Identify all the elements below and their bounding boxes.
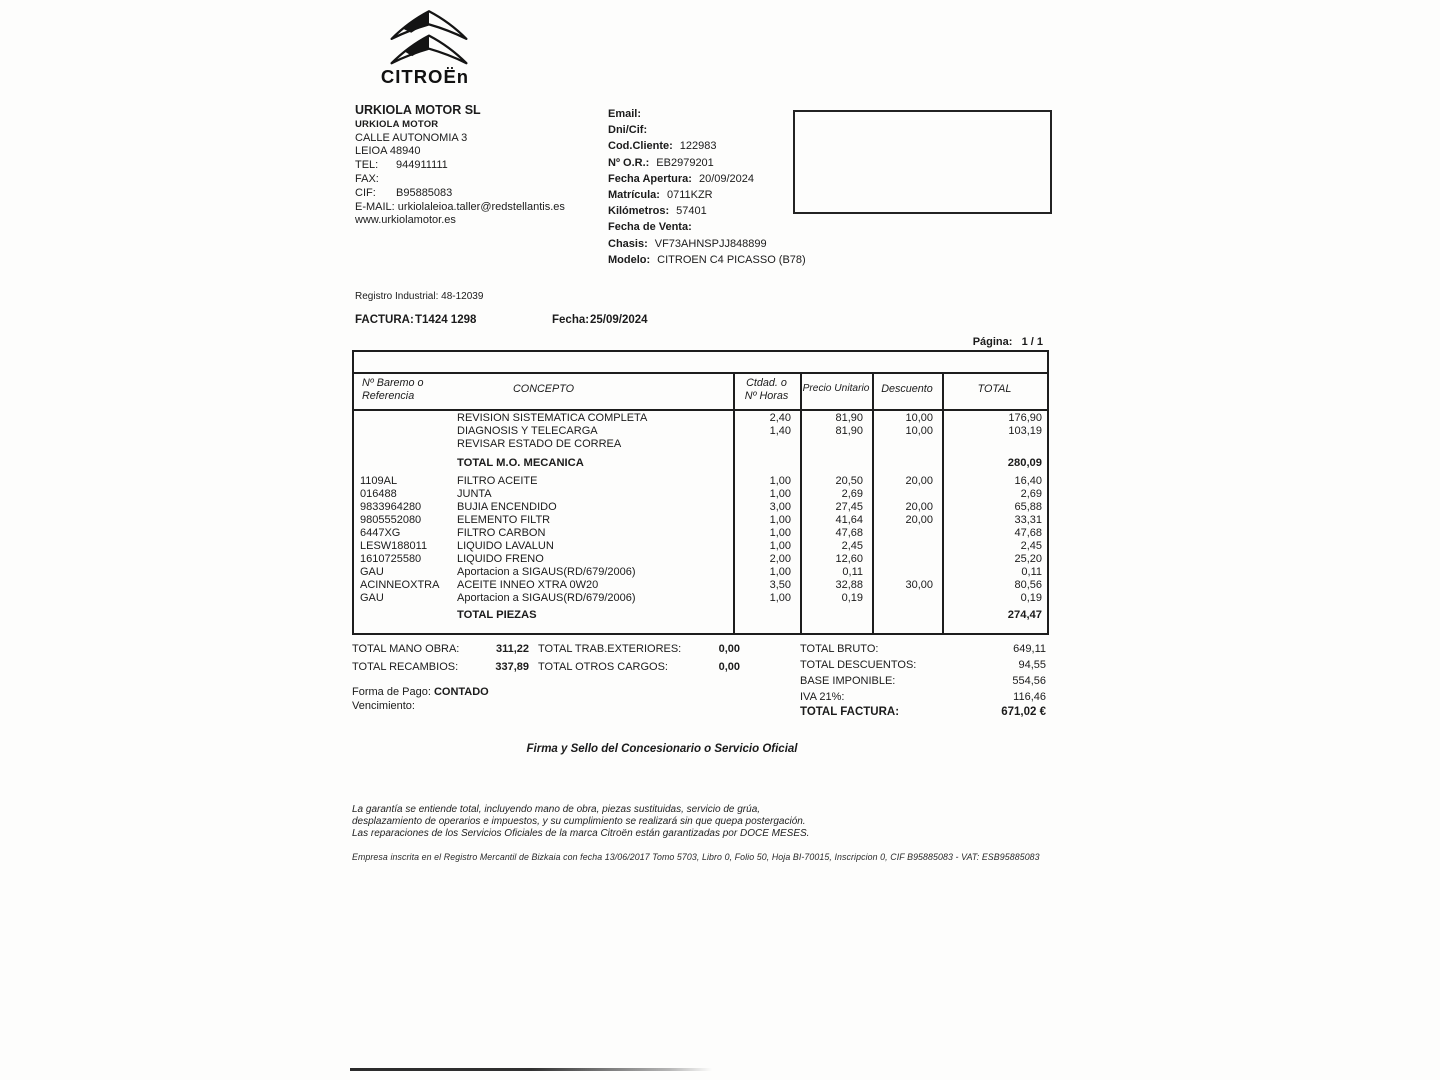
labor-row — [354, 425, 1047, 438]
dealer-fax-line — [355, 173, 565, 187]
field-label: Kilómetros: — [608, 205, 670, 218]
part-row — [354, 566, 1047, 579]
item-ref: 9833964280 — [360, 501, 422, 513]
dealer-trade-name: URKIOLA MOTOR — [355, 118, 439, 130]
item-price: 47,68 — [835, 527, 863, 539]
field-email — [608, 106, 806, 122]
total-recambios-label: TOTAL RECAMBIOS: — [352, 661, 459, 673]
pagina-line — [900, 336, 1043, 348]
field-modelo — [608, 252, 806, 268]
vencimiento-label: Vencimiento: — [352, 700, 415, 712]
labor-total-value: 280,09 — [1007, 457, 1042, 469]
part-row — [354, 514, 1047, 527]
spacer — [872, 607, 942, 623]
citroen-chevrons-icon — [388, 8, 470, 66]
item-ref: ACINNEOXTRA — [360, 579, 440, 591]
field-kilometros — [608, 203, 806, 219]
item-discount — [872, 438, 942, 451]
item-qty: 1,00 — [769, 527, 791, 539]
total-factura-value: 671,02 € — [1001, 706, 1046, 718]
forma-pago-value: CONTADO — [433, 686, 489, 698]
col-header-text: Nº Baremo o — [362, 377, 424, 389]
item-price: 0,11 — [842, 566, 863, 578]
total-bruto-value: 649,11 — [1013, 643, 1046, 655]
item-price: 0,19 — [841, 592, 863, 604]
item-discount: 20,00 — [905, 501, 933, 513]
item-price: 2,45 — [841, 540, 863, 552]
parts-total-row — [354, 607, 1047, 623]
item-total: 16,40 — [1014, 475, 1042, 487]
part-row — [354, 527, 1047, 540]
field-num-or — [608, 155, 806, 171]
item-qty: 1,00 — [769, 475, 791, 487]
item-qty: 1,00 — [769, 488, 791, 500]
dealer-address-line2: LEIOA 48940 — [355, 145, 421, 158]
pagina-value: 1 / 1 — [1021, 336, 1043, 348]
item-qty: 2,00 — [769, 553, 791, 565]
spacer — [733, 607, 800, 623]
field-value: CITROEN C4 PICASSO (B78) — [657, 253, 806, 266]
fecha-value: 25/09/2024 — [590, 314, 648, 326]
item-price: 12,60 — [835, 553, 863, 565]
item-concept: BUJIA ENCENDIDO — [457, 501, 557, 513]
col-header-precio: Precio Unitario — [802, 383, 870, 394]
email-value: urkiolaleioa.taller@redstellantis.es — [397, 200, 565, 213]
item-ref: 9805552080 — [360, 514, 422, 526]
item-price: 41,64 — [835, 514, 863, 526]
item-qty: 2,40 — [769, 412, 791, 424]
field-matricula — [608, 187, 806, 203]
item-total: 0,19 — [1020, 592, 1042, 604]
item-qty: 1,40 — [769, 425, 791, 437]
labor-row — [354, 412, 1047, 425]
total-descuentos-value: 94,55 — [1018, 659, 1046, 671]
item-qty: 3,50 — [769, 579, 791, 591]
total-mano-obra-value: 311,22 — [495, 643, 529, 655]
total-otros-cargos-value: 0,00 — [718, 661, 740, 673]
factura-label: FACTURA: — [355, 314, 414, 326]
field-value: 0711KZR — [666, 189, 713, 202]
item-qty — [733, 438, 800, 451]
part-row — [354, 488, 1047, 501]
item-concept: FILTRO ACEITE — [457, 475, 538, 487]
total-trab-ext-label: TOTAL TRAB.EXTERIORES: — [538, 643, 682, 655]
item-concept: Aportacion a SIGAUS(RD/679/2006) — [457, 566, 636, 578]
item-concept: Aportacion a SIGAUS(RD/679/2006) — [457, 592, 636, 604]
field-label: Fecha Apertura: — [608, 172, 692, 185]
item-price: 81,90 — [835, 412, 863, 424]
dealer-email-line — [355, 201, 565, 215]
email-label: E-MAIL: — [355, 200, 395, 213]
dealer-tel-line — [355, 159, 565, 173]
field-value: 20/09/2024 — [698, 172, 755, 185]
field-value: 57401 — [676, 205, 707, 218]
item-concept: REVISION SISTEMATICA COMPLETA — [457, 412, 648, 424]
factura-line — [355, 314, 648, 326]
spacer — [733, 455, 800, 471]
spacer — [800, 607, 872, 623]
item-total: 25,20 — [1014, 553, 1042, 565]
item-concept: LIQUIDO FRENO — [457, 553, 544, 565]
iva-value: 116,46 — [1013, 691, 1046, 703]
items-table — [352, 350, 1049, 635]
pagina-label: Página: — [972, 336, 1013, 348]
item-concept: JUNTA — [457, 488, 492, 500]
table-body — [354, 412, 1047, 623]
item-concept: FILTRO CARBON — [457, 527, 546, 539]
item-total: 103,19 — [1008, 425, 1042, 437]
fax-label: FAX: — [355, 172, 379, 185]
item-ref — [354, 425, 457, 438]
scan-artifact-line — [350, 1068, 712, 1071]
spacer — [872, 455, 942, 471]
item-qty: 1,00 — [769, 514, 791, 526]
item-ref: 1109AL — [360, 475, 398, 487]
item-price: 20,50 — [835, 475, 863, 487]
fecha-label: Fecha: — [552, 314, 590, 326]
item-ref: 016488 — [360, 488, 397, 500]
cif-label: CIF: — [355, 186, 376, 199]
base-imponible-value: 554,56 — [1012, 675, 1046, 687]
forma-pago-label: Forma de Pago: — [352, 686, 431, 698]
item-discount — [872, 553, 942, 566]
field-label: Nº O.R.: — [608, 156, 650, 169]
item-total: 2,45 — [1020, 540, 1042, 552]
field-label: Matrícula: — [608, 189, 660, 202]
item-ref: LESW188011 — [360, 540, 428, 552]
item-qty: 3,00 — [769, 501, 791, 513]
field-dni — [608, 122, 806, 138]
vehicle-info — [608, 106, 806, 268]
field-value: EB2979201 — [656, 156, 714, 169]
col-header-text: Ctdad. o — [746, 377, 787, 389]
field-label: Dni/Cif: — [608, 124, 648, 137]
item-concept: DIAGNOSIS Y TELECARGA — [457, 425, 598, 437]
warranty-line: desplazamiento de operarios e impuestos, y su cumplimiento se realizará sin que quepa postergación. — [352, 815, 806, 827]
spacer — [354, 455, 457, 471]
parts-total-label: TOTAL PIEZAS — [457, 609, 537, 621]
field-fecha-venta — [608, 219, 806, 235]
mercantile-registration: Empresa inscrita en el Registro Mercantil de Bizkaia con fecha 13/06/2017 Tomo 5703, Libro 0, Folio 50, Hoja BI-70015, Inscripcion 0, CIF B95885083 - VAT: ESB95885083 — [352, 852, 1040, 862]
item-discount — [872, 488, 942, 501]
col-header-text: Referencia — [362, 389, 415, 402]
spacer — [800, 455, 872, 471]
item-qty: 1,00 — [769, 540, 791, 552]
item-discount — [872, 592, 942, 605]
dealer-cif-line — [355, 187, 565, 201]
registro-industrial: Registro Industrial: 48-12039 — [355, 291, 484, 302]
item-discount: 10,00 — [905, 412, 933, 424]
part-row — [354, 553, 1047, 566]
spacer — [354, 607, 457, 623]
signature-caption: Firma y Sello del Concesionario o Servicio Oficial — [526, 743, 798, 755]
item-total: 2,69 — [1020, 488, 1042, 500]
dealer-address-line1: CALLE AUTONOMIA 3 — [355, 131, 468, 144]
labor-row — [354, 438, 1047, 451]
base-imponible-label: BASE IMPONIBLE: — [800, 675, 896, 687]
warranty-line: La garantía se entiende total, incluyendo mano de obra, piezas sustituidas, servicio de grúa, — [352, 804, 761, 815]
part-row — [354, 540, 1047, 553]
field-chasis — [608, 236, 806, 252]
total-factura-label: TOTAL FACTURA: — [800, 706, 900, 718]
item-discount: 20,00 — [905, 475, 933, 487]
citroen-wordmark: CITROËn — [380, 66, 470, 87]
item-qty: 1,00 — [769, 592, 791, 604]
col-header-ctdad — [733, 377, 800, 402]
parts-total-value: 274,47 — [1007, 609, 1042, 621]
total-mano-obra-label: TOTAL MANO OBRA: — [352, 643, 460, 655]
iva-label: IVA 21%: — [800, 691, 845, 703]
dealer-website: www.urkiolamotor.es — [355, 214, 456, 227]
field-value: VF73AHNSPJJ848899 — [654, 237, 767, 250]
field-label: Chasis: — [608, 237, 648, 250]
item-price: 32,88 — [835, 579, 863, 591]
total-otros-cargos-label: TOTAL OTROS CARGOS: — [538, 661, 668, 673]
col-header-concepto: CONCEPTO — [513, 383, 574, 395]
col-header-total: TOTAL — [977, 383, 1012, 395]
item-discount: 10,00 — [905, 425, 933, 437]
item-price: 27,45 — [835, 501, 863, 513]
item-concept: LIQUIDO LAVALUN — [457, 540, 554, 552]
cif-value: B95885083 — [396, 186, 453, 199]
forma-pago-line — [352, 686, 489, 698]
field-label: Cod.Cliente: — [608, 140, 673, 153]
field-label: Fecha de Venta: — [608, 221, 692, 234]
tel-value: 944911111 — [396, 159, 448, 172]
item-total — [942, 438, 1047, 451]
item-total: 65,88 — [1014, 501, 1042, 513]
field-fecha-apertura — [608, 171, 806, 187]
item-total: 33,31 — [1014, 514, 1042, 526]
item-concept: ELEMENTO FILTR — [457, 514, 551, 526]
parts-section — [354, 475, 1047, 605]
dealer-name: URKIOLA MOTOR SL — [355, 103, 481, 117]
item-concept: REVISAR ESTADO DE CORREA — [457, 438, 622, 450]
item-price — [800, 438, 872, 451]
labor-total-label: TOTAL M.O. MECANICA — [457, 457, 584, 469]
item-ref — [354, 438, 457, 451]
col-header-descuento: Descuento — [881, 383, 933, 395]
item-concept: ACEITE INNEO XTRA 0W20 — [457, 579, 599, 591]
item-discount — [872, 540, 942, 553]
item-qty: 1,00 — [769, 566, 791, 578]
item-discount — [872, 566, 942, 579]
total-trab-ext-value: 0,00 — [718, 643, 740, 655]
warranty-text — [352, 804, 809, 839]
part-row — [354, 579, 1047, 592]
field-value: 122983 — [679, 140, 717, 153]
part-row — [354, 592, 1047, 605]
total-descuentos-label: TOTAL DESCUENTOS: — [800, 659, 917, 671]
part-row — [354, 501, 1047, 514]
field-cod-cliente — [608, 138, 806, 154]
item-total: 0,11 — [1021, 566, 1042, 578]
item-discount — [872, 527, 942, 540]
factura-number: T1424 1298 — [415, 314, 477, 326]
tel-label: TEL: — [355, 159, 379, 172]
part-row — [354, 475, 1047, 488]
warranty-line: Las reparaciones de los Servicios Oficiales de la marca Citroën están garantizadas por DOCE MESES. — [352, 827, 810, 839]
total-recambios-value: 337,89 — [495, 661, 529, 673]
item-ref: GAU — [360, 592, 384, 604]
total-bruto-label: TOTAL BRUTO: — [800, 643, 879, 655]
labor-total-row — [354, 455, 1047, 471]
item-discount: 30,00 — [905, 579, 933, 591]
item-total: 47,68 — [1014, 527, 1042, 539]
item-ref — [354, 412, 457, 425]
item-price: 2,69 — [841, 488, 863, 500]
dealer-info — [355, 104, 565, 228]
item-total: 176,90 — [1008, 412, 1042, 424]
field-label: Email: — [608, 108, 642, 120]
item-ref: GAU — [360, 566, 384, 578]
item-discount: 20,00 — [905, 514, 933, 526]
item-ref: 6447XG — [360, 527, 401, 539]
item-total: 80,56 — [1014, 579, 1042, 591]
item-price: 81,90 — [835, 425, 863, 437]
field-label: Modelo: — [608, 253, 651, 266]
col-header-text: Nº Horas — [744, 389, 789, 402]
stamp-box — [793, 110, 1052, 214]
item-ref: 1610725580 — [360, 553, 422, 565]
